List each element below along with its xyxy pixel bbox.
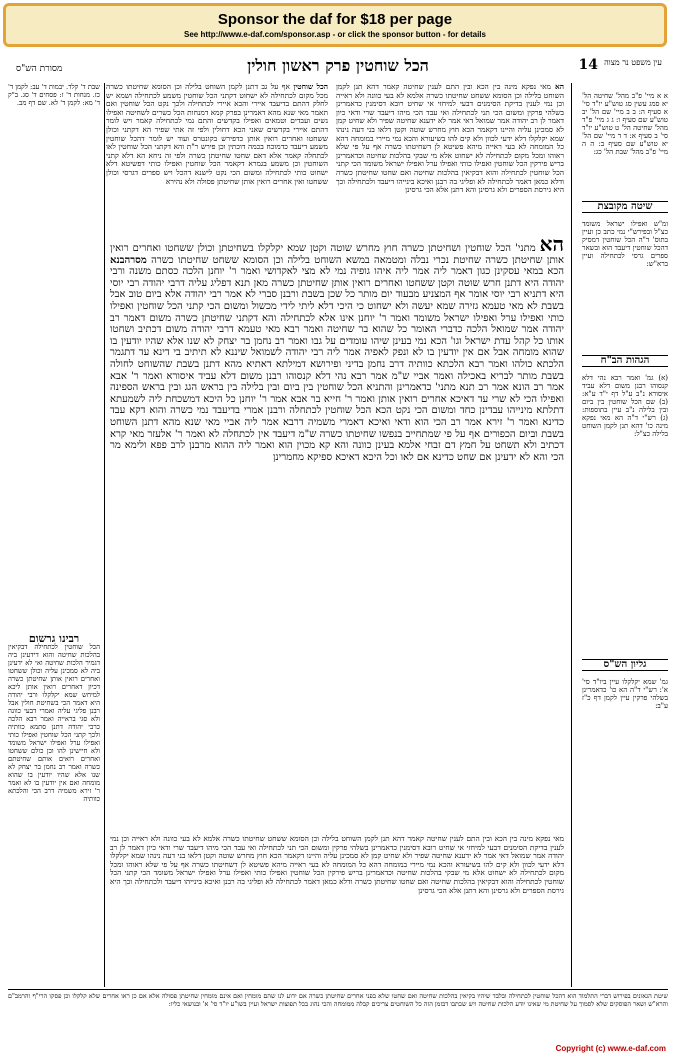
shita-column (582, 201, 668, 351)
copyright-link[interactable]: Copyright (c) www.e-daf.com (555, 1044, 666, 1053)
ein-mishpat-label: עין משפט נר מצוה (604, 58, 662, 67)
tosafot-dibur: הכל שוחטין (293, 83, 328, 91)
gilyon-text: גמ' שמא יקלקלו עיין ביו"ד סי' א': רש"י ד"ה הא כו' כדאמרינן בשלהי פרקין עיין לקמן דף כ"ז ע"ב: (582, 678, 668, 710)
talmud-page (8, 55, 668, 1040)
ein-mishpat-column (582, 85, 668, 197)
lower-rashi-text: מאי נפקא מינה בין הכא ובין התם לענין שחיטה קאמר דהא תנן לקמן השוחט בלילה וכן הסומא ששחט שחיטתו כשרה אלמא לא בעי כוונה ולא ראייה וכן נמי לענין בדיקת הסימנים דבעי למיחזי אי שחיט רובא דסימנין כדאמרינן בשלהי פרקין ומשום הכי תני לכתחילה ואי עבד הכי מיהו דיעבד שרי ודאי כיון דאמר לן רב יהודה אמר שמואל דאי אמר לא ידענא שחיטה שפיר ולא שחיט קמן לא סמכינן עליה והיינו דקאמר הכא חוץ מחרש שוטה וקטן דלאו בני דעה נינהו שמא יקלקלו דלא ידעי לכוון ולא קים להו בשיעורא והכא נמי מיירי במומחה דהא כל המומחה לא בעי ראייה מיהא פשיטא לן דשחיטתו כשרה אף על פי שלא ראוהו ומכל מקום לכתחילה לא ישחוט אלא מי שבקי בהלכות שחיטה וכדאמרינן בריש פירקין הכל שוחטין ואפילו כותי ואפילו ערל ואפילו ישראל משומד הכי קתני הכל שוחטין לכתחילה והוא דבקיאין בהלכות שחיטה ואם שחטו שחיטתן כשרה ודלא כמאן דאמר לכתחילה לא ופליגי בה רבנן ואיכא בינייהו דיעבד ולכתחילה וכך היא גירסת הספרים ולא גרסינן והא דתנן אלא הכי גרסינן (110, 835, 564, 895)
rabbenu-text: הכל שוחטין לכתחילה דבקיאין בהלכות שחיטה והוא דידעינן ביה דגמיר הלכות שחיטה ואי לא ידעינן ביה לא סמכינן עליה וכולן ששחטו ואחרים רואין אותן שחיטתן כשרה דכיון דאחרים רואין אותן ליכא למיחש שמא יקלקלו ורבי יהודה היא דאמר הכי בשחיטת חולין אבל רבנן פליגי עליה ואמרי דבעי כוונה ולא סגי בראייה ואמר רבא הלכה כרבי יהודה דתנן סתמא כוותיה ולכך קתני הכל שוחטין ואפילו כותי ואפילו ערל ואפילו ישראל משומד ולא חיישינן להו וכן כולם ששחטו ואחרים רואים אותם שחיטתם כשרה ואמר רב נחמן בר יצחק לא שנו אלא שהיו יודעין בו שהוא מומחה ואם אין יודעין בו לא ואמר ר' זירא משמיה דרב הכי והלכתא כוותיה (8, 643, 100, 803)
rashi-text: מאי נפקא מינה בין הכא ובין התם לענין שחיטה קאמר דהא תנן לקמן השוחט בלילה וכן הסומא ששחט שחיטתו כשרה אלמא לא בעי כוונה ולא ראייה וכן נמי לענין בדיקת הסימנים דבעי למיחזי אי שחיט רובא דסימנין כדאמרינן בשלהי פרקין ומשום הכי תני לכתחילה ואי עבד הכי מיהו דיעבד שרי ודאי כיון דאמר לן רב יהודה אמר שמואל דאי אמר לא ידענא שחיטה שפיר ולא שחיט קמן לא סמכינן עליה והיינו דקאמר הכא חוץ מחרש שוטה וקטן דלאו בני דעה נינהו שמא יקלקלו דלא ידעי לכוון ולא קים להו בשיעורא והכא נמי מיירי במומחה דהא כל המומחה לא בעי ראייה מיהא פשיטא לן דשחיטתו כשרה אף על פי שלא ראוהו ומכל מקום לכתחילה לא ישחוט אלא מי שבקי בהלכות שחיטה וכדאמרינן בריש פירקין הכל שוחטין ואפילו כותי ואפילו ערל ואפילו ישראל משומד הכי קתני הכל שוחטין לכתחילה והוא דבקיאין בהלכות שחיטה ואם שחטו שחיטתן כשרה ודלא כמאן דאמר לכתחילה לא ופליגי בה רבנן ואיכא בינייהו דיעבד ולכתחילה וכך היא גירסת הספרים ולא גרסינן והא דתנן אלא הכי גרסינן (336, 83, 564, 195)
tosafot-text: אף על גב דתנן לקמן השוחט בלילה וכן הסומא שחיטתו כשרה מכל מקום לכתחילה לא ישחוט דקתני הכל שוחטין משמע לכתחילה ושמא יש לחלק דהתם בדיעבד איירי והכא איירי לכתחילה ולכך נקט הכל שוחטין ואם תאמר מאי שנא מהא דאמרינן בפרק קמא דמנחות הכל כשרים לשחיטה ואפילו נשים ועבדים וטמאים ואפילו בקדשים והתם נמי לכתחילה קאמר ויש לומר דהתם איירי בקדשים שאני הכא דחולין ולפי זה אתי שפיר הא דקתני וכולן ששחטו ואחרים רואין אותן כדפירש בקונטרס ועוד יש לומר דהכל שוחטין משמע דיעבד כדמוכח בכמה דוכתין וכן פירש ר"ת והא דקתני הכל שוחטין לאו לכתחלה קאמר אלא דאם שחטו שחיטתן כשרה ולפי זה ניחא הא דלא קתני השוחטין וכן משמע בגמרא דקאמר הכל שוחטין ואפילו כותי דפשיטא דלא ישחוט כותי לכתחילה ומשום הכי נקט לישנא דהכל ויש ספרים דגרסי וכולן ששחטו ואין אחרים רואין אותן שחיטתן פסולה ולא נהירא (106, 83, 328, 186)
gilyon-title: גליון הש"ס (582, 659, 668, 671)
gemara-text-block (110, 239, 564, 829)
gemara-body: הכא במאי עסקינן כגון דאמר ליה אמר ליה איהו גופיה נמי לא מצי לאקדושי ואמר ר' יוחנן הלכה כסתם משנה ורבי יהודה היא דתנן חרש שוטה וקטן ששחטו ואחרים רואין אותן שחיטתן כשרה מאן תנא דפליג עליה דרבי יהודה רבי יוסי היא דתניא רבי יוסי אומר אף המצניע מבעוד יום מותר כל שכן בשבת ורבנן סברי לא אמר רבי יהודה אלא ביום טוב אבל בשבת לא מאי טעמא גזירה שמא יעשה ולא ישחוט כי היכי דלא ליתי לידי מכשול ומשום הכי קתני הכל שוחטין ואפילו כותי ואפילו ערל ואפילו ישראל משומד ואמר ר' יוחנן אינו אלא לכתחילה והא דקתני שחיטתן כשרה משום דאמר רב יהודה אמר שמואל הלכה כדברי האומר כל שהוא בר שחיטה ואמר רבא מאי טעמא דרבי יהודה משום דכתיב ושחטו אותו כל קהל עדת ישראל וגו' הכא נמי בעינן שיהו עומדים על גבו ואמר רב נחמן בר יצחק לא שנו אלא שהיו יודעין בו שהוא מומחה אבל אם אין יודעין בו לא ונפק לאפיה אמר ליה רבי יהודה לשמואל שיננא לא תיתיב בי דינא עד דתגמר הלכתא כולהו ואמר רבא הלכתא כוותיה דרב נחמן בדיני ופירושא דמילתא דאתיא מהא דתנן בשבת שהשוחט לחולה בשבת מותר לבריא באכילה ואמר אביי ש"מ אמר רבא נהי דלא קנסוהו רבנן משום דלא עביד איסורא ואמר ר' אבא אמר רב הונא אמר רב תנא מתני' כדאמרינן והתניא הכל שוחטין בין ביום ובין בלילה בין בראש הגג ובין בראש הספינה ואפילו הכי לא שרי עד דאיכא אחרים רואין אותן ואמר ר' חייא בר אבא אמר ר' יוחנן כל היכא דמשכחת ליה לשמעתא דתלתא מינייהו עבדינן כחד ומשום הכי נקט הכא הכל שוחטין לכתחלה ורבנן אמרי בדיעבד נמי כשרה והוא דקא עבד כדינא ואמר ר' זירא אמר רב הכי הוא ודאי ואיכא דאמרי משמיה דרבא אמר ליה אביי מאי שנא מהא דתנן השוחט בשבת וביום הכפורים אף על פי שמתחייב בנפשו שחיטתו כשרה ש"מ דיעבד אין לכתחלה לא ואמר ר' אלעזר מאי קרא דכתיב ולא תשחט על חמץ דם זבחי אלמא בעינן כוונה והא קא מכוין הוא ואמר ליה ההוא מרבנן לרב פפא ולימא מר הכי והא לא ידעינן אם שחט כדינא אם לאו וכל היכא דאיכא ספיקא מחמרינן (110, 266, 564, 463)
shita-text: ומ"ש ואפילו ישראל משומד כצ"ל ובפירש"י נמי כתב כן ועיין בתוס' ד"ה הכל שוחטין דמסיק דהכל שוחטין דיעבד הוא ובשאר ספרים גרסי לכתחילה ועיין ברא"ש: (582, 220, 668, 268)
shita-title: שיטה מקובצת (582, 201, 668, 213)
hagahot-text: (א) גמ' ואמר רבא נהי דלא קנסוהו רבנן משום דלא עביד איסורא נ"ב ע"ל דף י"ד ע"א: (ב) שם הכל שוחטין בין ביום ובין בלילה נ"ב עיין בתוספות: (ג) רש"י ד"ה הא מאי נפקא מינה כו' דהא תנן לקמן השוחט בלילה כצ"ל: (582, 374, 668, 438)
mesorat-text: שבת ד' קלד. יבמות ד' עב: לקמן ד' כז. מנחות ד' ז: פסחים ד' סג. ב"ק ד' מא: לקמן ד' לא. שם דף מב. (8, 83, 100, 107)
rashi-dibur: הא (555, 83, 564, 91)
mesorat-label: מסורת הש"ס (16, 64, 63, 74)
lower-commentary (110, 835, 564, 985)
sponsor-banner[interactable] (3, 3, 667, 47)
rabbenu-column (8, 635, 100, 985)
gemara-intro: מתני' הכל שוחטין ושחיטתן כשרה חוץ מחרש שוטה וקטן שמא יקלקלו בשחיטתן וכולן ששחטו ואחרים רואין אותן שחיטתן כשרה שחיטת נכרי נבלה ומטמאה במשא השוחט בלילה וכן הסומא ששחט שחיטתו כשרה (110, 243, 564, 266)
hagahot-title: הגהות הב"ח (582, 355, 668, 367)
divider-footer (8, 989, 668, 990)
page-number: 14 (578, 57, 598, 73)
footer-notes: שיטת הגאונים בפירוש דברי התלמוד הוא דהכל שוחטין לכתחילה ובלבד שיהיו בקיאין בהלכות שחיטה ואם שחטו שלא בפני אחרים שחיטתן כשרה אם ידוע לנו שהם מומחין ואם אינם מומחין שחיטתן פסולה אלא אם כן ראו אחרים שלא קלקלו וכן פסקו הרי"ף והרמב"ם והרא"ש ושאר הפוסקים שלא לסמוך על שחיטת מי שאינו יודע הלכות שחיטה ויש שכתבו דבזמן הזה כל השוחטים צריכים קבלה ממומחה והכי נהוג בכל תפוצות ישראל ועיין בשו"ע יו"ד סי' א' ובנושאי כליו: (8, 993, 668, 1008)
mesorat-column (8, 83, 100, 623)
sponsor-title[interactable]: Sponsor the daf for $18 per page (217, 11, 453, 28)
rashi-column (336, 83, 564, 235)
divider-left (104, 83, 105, 987)
gemara-dibur: מסרהבנא (110, 254, 147, 266)
hagahot-column (582, 355, 668, 655)
page-title: הכל שוחטין פרק ראשון חולין (247, 56, 429, 75)
ein-mishpat-text: א א מיי' פ"ב מהל' שחיטה הל' יא סמג עשין סג טוש"ע יו"ד סי' א סעיף ה: ב ב מיי' שם הל' יב טוש"ע שם סעיף ו: ג ג מיי' פ"ד מהל' שחיטה הל' ט טוש"ע יו"ד סי' ב סעיף א: ד ד מיי' שם הל' יא טוש"ע שם סעיף ב: ה ה מיי' פ"ב מהל' שבת הל' כג: (582, 92, 668, 156)
gilyon-column (582, 659, 668, 799)
gemara-opening-word: הא (539, 239, 564, 256)
sponsor-subtitle[interactable]: See http://www.e-daf.com/sponsor.asp - or click the sponsor button - for details (184, 30, 486, 39)
divider-right (571, 83, 572, 987)
tosafot-column (106, 83, 328, 235)
page-header (8, 57, 668, 79)
rabbenu-title: רבינו גרשום (28, 635, 80, 645)
